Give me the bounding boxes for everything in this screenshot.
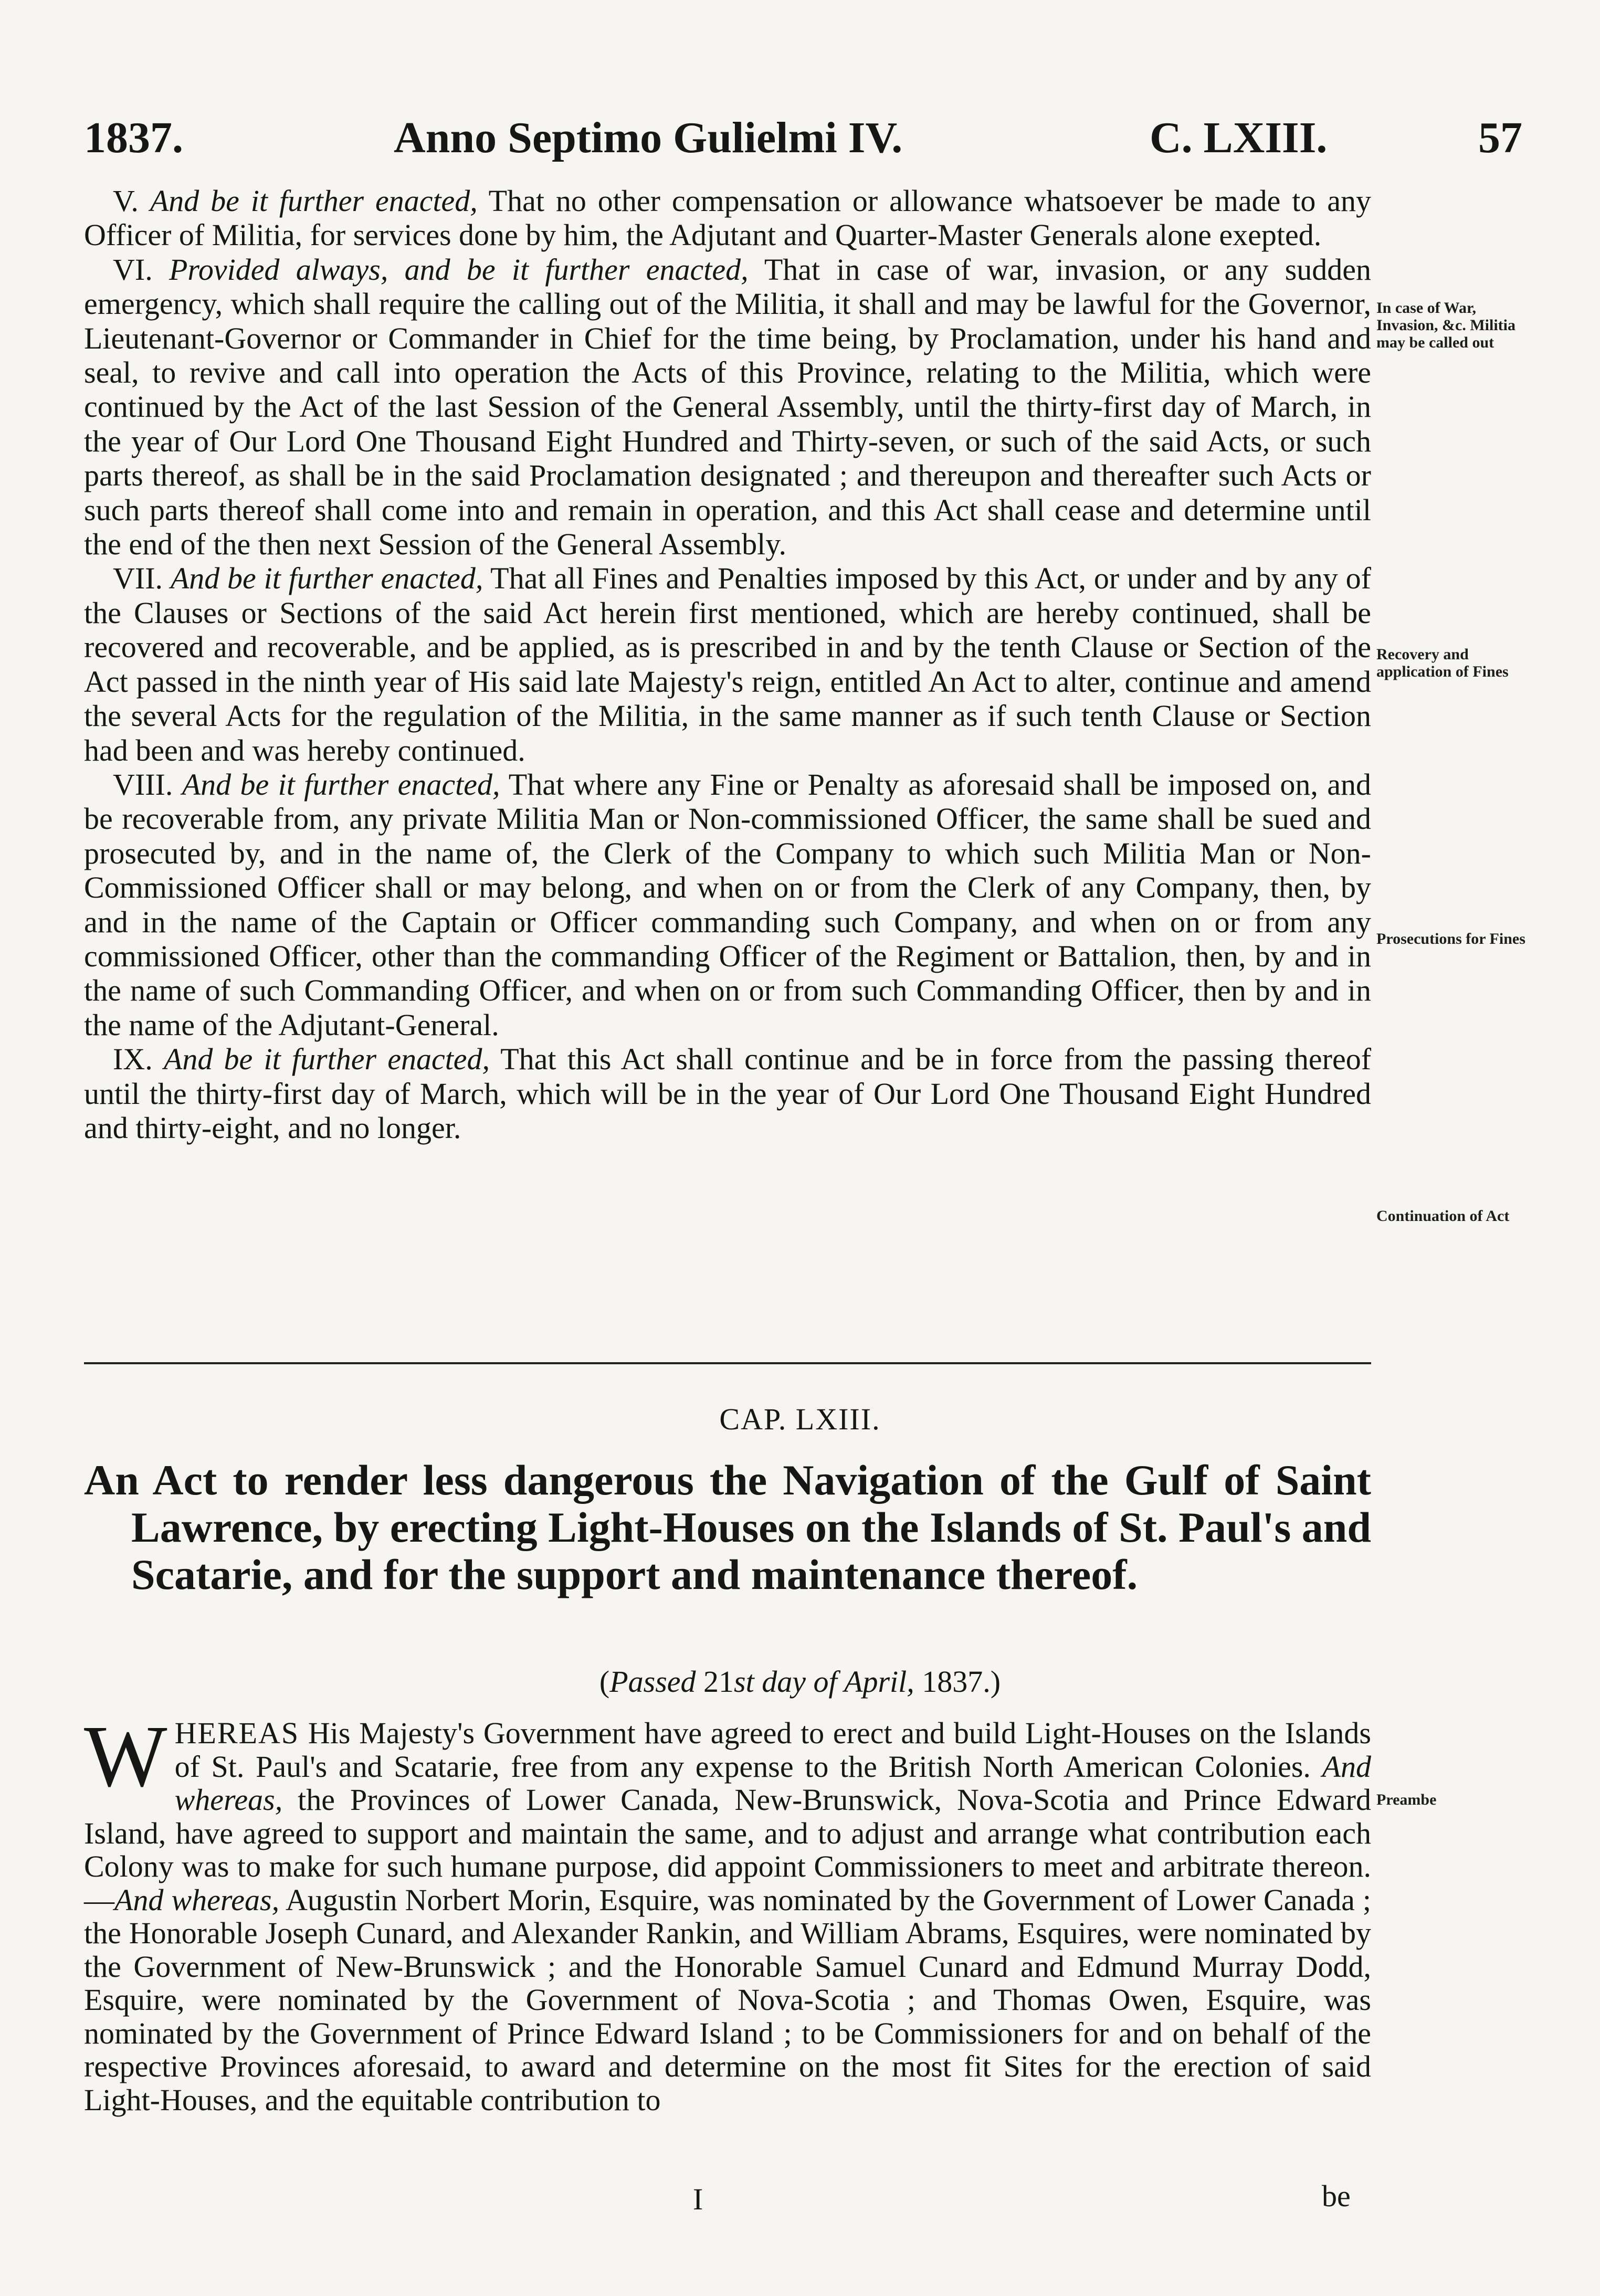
section-number: IX. — [113, 1042, 153, 1077]
act-title-first-line: An Act to render less dangerous the Navigation of the Gulf — [84, 1456, 1208, 1504]
running-header — [84, 112, 1522, 170]
page-number: 57 — [1478, 113, 1522, 162]
section-number: VII. — [113, 561, 163, 596]
section-7 — [84, 561, 1371, 767]
header-chapter: C. LXIII. — [1150, 113, 1328, 162]
catchword: be — [1322, 2179, 1351, 2213]
section-number: VIII. — [113, 767, 173, 802]
margin-note-prosecutions: Prosecutions for Fines — [1376, 930, 1525, 947]
drop-capital: W — [84, 1708, 167, 1805]
signature-mark: I — [693, 2182, 703, 2216]
section-enacting-words: And be it further enacted, — [170, 561, 483, 596]
section-text: That all Fines and Penalties imposed by this Act, or under and by any of the Clauses or Sections of the said Act herein first mentioned, which are hereby continued, shall be recovered and recoverable, and be applied, as is prescribed in and by the tenth Clause or Section of the Act passed in the ninth year of His said late Majesty's reign, entitled An Act to alter, continue and amend the several Acts for the regulation of the Militia, in the same manner as if such tenth Clause or Section had been and was hereby continued. — [84, 561, 1371, 767]
section-number: V. — [113, 184, 139, 218]
section-text: That this Act shall continue and be in force from the passing thereof until the thirty-first day of March, which will be in the year of Our Lord One Thousand Eight Hundred and thirty-eight, and no longer. — [84, 1042, 1372, 1145]
section-enacting-words: And be it further enacted, — [150, 184, 478, 218]
margin-note-continuation: Continuation of Act — [1376, 1207, 1510, 1225]
preamble-caps: HEREAS — [174, 1716, 300, 1750]
margin-note-preamble: Preambe — [1376, 1791, 1437, 1808]
section-text: That no other compensation or allowance whatsoever be made to any Officer of Militia, for services done by him, the Adjutant and Quarter-Master Generals alone exepted. — [84, 184, 1371, 252]
margin-note-militia: In case of War, Invasion, &c. Militia may be called out — [1376, 299, 1516, 351]
section-8 — [84, 767, 1371, 1042]
section-5 — [84, 184, 1371, 252]
act-title — [84, 1457, 1371, 1598]
margin-note-fines-recovery: Recovery and application of Fines — [1376, 646, 1509, 680]
section-number: VI. — [113, 252, 153, 287]
act-title-rest: of Saint Lawrence, by erecting Light-Houses on the Islands of St. Paul's and Scatarie, and for the support and maintenance thereof. — [131, 1456, 1371, 1598]
section-9 — [84, 1042, 1371, 1145]
section-enacting-words: And be it further enacted, — [182, 767, 500, 802]
section-divider — [84, 1362, 1371, 1364]
chapter-heading: CAP. LXIII. — [719, 1402, 881, 1436]
header-title: Anno Septimo Gulielmi IV. — [394, 113, 903, 162]
section-text: That where any Fine or Penalty as aforesaid shall be imposed on, and be recoverable from, any private Militia Man or Non-commissioned Officer, the same shall be sued and prosecuted by, and in the name of, the Clerk of the Company to which such Militia Man or Non-Commissioned Officer shall or may belong, and when on or from the Clerk of any Company, then, by and in the name of the Captain or Officer commanding such Company, and when on or from any commissioned Officer, other than the commanding Officer of the Regiment or Battalion, then, by and in the name of such Commanding Officer, and when on or from such Commanding Officer, then by and in the name of the Adjutant-General. — [84, 767, 1372, 1042]
preamble: WHEREAS His Majesty's Government have agreed to erect and build Light-Houses on the Islands of St. Paul's and Scatarie, free from any expense to the British North American Colonies. And whereas, the Provinces of Lower Canada, New-Brunswick, Nova-Scotia and Prince Edward Island, have agreed to support and maintain the same, and to adjust and arrange what contribution each Colony was to make for such humane purpose, did appoint Commissioners to meet and arbitrate thereon.—And whereas, Augustin Norbert Morin, Esquire, was nominated by the Government of Lower Canada ; the Honorable Joseph Cunard, and Alexander Rankin, and William Abrams, Esquires, were nominated by the Government of New-Brunswick ; and the Honorable Samuel Cunard and Edmund Murray Dodd, Esquire, were nominated by the Government of Nova-Scotia ; and Thomas Owen, Esquire, was nominated by the Government of Prince Edward Island ; to be Commissioners for and on behalf of the respective Provinces aforesaid, to award and determine on the most fit Sites for the erection of said Light-Houses, and the equitable contribution to — [84, 1708, 1372, 2117]
section-text: That in case of war, invasion, or any sudden emergency, which shall require the calling out of the Militia, it shall and may be lawful for the Governor, Lieutenant-Governor or Commander in Chief for the time being, by Proclamation, under his hand and seal, to revive and call into operation the Acts of this Province, relating to the Militia, which were continued by the Act of the last Session of the General Assembly, until the thirty-first day of March, in the year of Our Lord One Thousand Eight Hundred and Thirty-seven, or such of the said Acts, or such parts thereof, as shall be in the said Proclamation designated ; and thereupon and thereafter such Acts or such parts thereof shall come into and remain in operation, and this Act shall cease and determine until the end of the then next Session of the General Assembly. — [84, 252, 1372, 562]
section-6 — [84, 252, 1371, 562]
sections-block — [84, 184, 1371, 1145]
section-enacting-words: And be it further enacted, — [163, 1042, 490, 1077]
passed-date: (Passed 21st day of April, 1837.) — [599, 1665, 1001, 1699]
header-year: 1837. — [84, 113, 183, 162]
section-enacting-words: Provided always, and be it further enacted, — [169, 252, 749, 287]
